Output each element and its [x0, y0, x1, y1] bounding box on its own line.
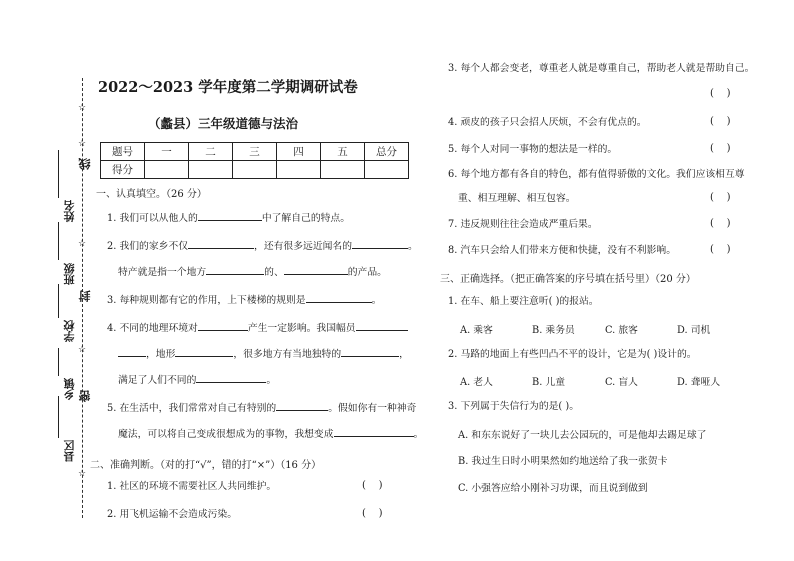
- score-cell[interactable]: [233, 161, 277, 179]
- s3-question-3: 3. 下列属于失信行为的是( )。: [448, 401, 579, 412]
- s3-question-2: 2. 马路的地面上有些凹凸不平的设计，它是为( )设计的。: [448, 349, 697, 360]
- score-cell[interactable]: [321, 161, 365, 179]
- score-cell[interactable]: [277, 161, 321, 179]
- s2-item-1: 1. 社区的环境不需要社区人共同维护。: [107, 481, 277, 492]
- answer-blank[interactable]: [198, 320, 248, 331]
- name-label: 姓名: [63, 200, 76, 222]
- s2-item-6-line2: 重、相互理解、相互包容。: [458, 193, 576, 204]
- answer-paren[interactable]: ( ): [710, 88, 731, 99]
- answer-paren[interactable]: ( ): [362, 480, 383, 491]
- section2-heading: 二、准确判断。（对的打“√”，错的打“×”）（16 分）: [90, 460, 322, 471]
- score-cell[interactable]: [189, 161, 233, 179]
- star-mark: ☆: [78, 469, 87, 479]
- header-cell: 二: [189, 143, 233, 161]
- header-cell: 三: [233, 143, 277, 161]
- s2-item-4: 4. 顽皮的孩子只会招人厌烦，不会有优点的。: [448, 117, 647, 128]
- town-field-line: [58, 348, 59, 376]
- s2-item-3: 3. 每个人都会变老，尊重老人就是尊重自己，帮助老人就是帮助自己。: [448, 63, 755, 74]
- s3-q3-option-b[interactable]: B. 我过生日时小明果然如约地送给了我一张贺卡: [458, 456, 668, 467]
- s2-item-2: 2. 用飞机运输不会造成污染。: [107, 509, 238, 520]
- s3-q2-option-b[interactable]: B. 儿童: [532, 377, 566, 388]
- s3-q3-option-a[interactable]: A. 和东东说好了一块儿去公园玩的，可是他却去踢足球了: [458, 430, 707, 441]
- answer-blank[interactable]: [334, 426, 414, 437]
- answer-blank[interactable]: [198, 210, 262, 221]
- s1-question-3: 3. 每种规则都有它的作用，上下楼梯的规则是 。: [107, 292, 381, 308]
- score-table-score-row: [101, 161, 409, 179]
- s1-question-1: 1. 我们可以从他人的 中了解自己的特点。: [107, 210, 350, 226]
- answer-paren[interactable]: ( ): [710, 218, 731, 229]
- class-label: 班级: [63, 263, 76, 285]
- s1-question-4-line3: 满足了人们不同的 。: [118, 372, 276, 388]
- answer-paren[interactable]: ( ): [710, 143, 731, 154]
- s1-question-4-line2: ，地形 ，很多地方有当地独特的 ，: [118, 346, 409, 362]
- header-cell: 一: [145, 143, 189, 161]
- s3-q2-option-a[interactable]: A. 老人: [460, 377, 493, 388]
- school-label: 学校: [63, 320, 76, 342]
- s2-item-8: 8. 汽车只会给人们带来方便和快捷，没有不利影响。: [448, 245, 676, 256]
- score-cell[interactable]: [365, 161, 409, 179]
- cut-word-line: 线: [78, 158, 92, 170]
- s3-q1-option-d[interactable]: D. 司机: [677, 325, 711, 336]
- s1-question-2: 2. 我们的家乡不仅 ，还有很多远近闻名的 。: [107, 238, 418, 254]
- score-table-header-row: [101, 143, 409, 161]
- exam-subtitle: （蠡县）三年级道德与法治: [148, 116, 299, 131]
- answer-blank[interactable]: [196, 372, 266, 383]
- answer-blank[interactable]: [188, 238, 254, 249]
- section3-heading: 三、正确选择。（把正确答案的序号填在括号里）（20 分）: [440, 274, 696, 285]
- s2-item-5: 5. 每个人对同一事物的想法是一样的。: [448, 144, 618, 155]
- answer-blank[interactable]: [356, 320, 408, 331]
- school-field-line: [58, 284, 59, 318]
- town-label: 乡镇: [63, 378, 76, 400]
- binding-margin: [0, 0, 95, 561]
- s3-question-1: 1. 在车、船上要注意听( )的报站。: [448, 296, 599, 307]
- score-cell[interactable]: [145, 161, 189, 179]
- answer-paren[interactable]: ( ): [710, 244, 731, 255]
- header-cell: 题号: [101, 143, 145, 161]
- answer-blank[interactable]: [206, 264, 264, 275]
- s3-q1-option-a[interactable]: A. 乘客: [460, 325, 493, 336]
- s2-item-7: 7. 违反规则往往会造成严重后果。: [448, 219, 598, 230]
- header-cell: 五: [321, 143, 365, 161]
- answer-blank[interactable]: [341, 346, 399, 357]
- s3-q2-option-c[interactable]: C. 盲人: [605, 377, 638, 388]
- s3-q1-option-b[interactable]: B. 乘务员: [532, 325, 575, 336]
- answer-blank[interactable]: [306, 292, 372, 303]
- score-table: [100, 142, 409, 179]
- s1-question-5-line2: 魔法，可以将自己变成很想成为的事物，我想变成 。: [118, 426, 423, 442]
- s1-question-4: 4. 不同的地理环境对 产生一定影响。我国幅员: [107, 320, 408, 336]
- exam-title: 2022～2023 学年度第二学期调研试卷: [98, 79, 358, 96]
- star-mark: ☆: [78, 139, 87, 149]
- section1-heading: 一、认真填空。（26 分）: [96, 189, 207, 200]
- name-field-line: [58, 150, 59, 198]
- answer-blank[interactable]: [276, 400, 328, 411]
- s3-q2-option-d[interactable]: D. 聋哑人: [677, 377, 721, 388]
- row-label-cell: 得分: [101, 161, 145, 179]
- answer-paren[interactable]: ( ): [710, 116, 731, 127]
- cut-word-secret: 密: [78, 390, 92, 402]
- answer-blank[interactable]: [118, 346, 146, 357]
- answer-paren[interactable]: ( ): [362, 508, 383, 519]
- s2-item-6: 6. 每个地方都有各自的特色，都有值得骄傲的文化。我们应该相互尊: [448, 169, 745, 180]
- star-mark: ☆: [78, 345, 87, 355]
- district-label: 县区: [63, 440, 76, 462]
- star-mark: ☆: [78, 239, 87, 249]
- header-cell: 四: [277, 143, 321, 161]
- class-field-line: [58, 222, 59, 260]
- s3-q1-option-c[interactable]: C. 旅客: [605, 325, 638, 336]
- answer-blank[interactable]: [175, 346, 233, 357]
- answer-blank[interactable]: [284, 264, 348, 275]
- s1-question-2-line2: 特产就是指一个地方 的、 的产品。: [118, 264, 387, 280]
- answer-blank[interactable]: [352, 238, 408, 249]
- district-field-line: [58, 396, 59, 438]
- cut-word-seal: 封: [78, 290, 92, 302]
- s3-q3-option-c[interactable]: C. 小强答应给小刚补习功课，而且说到做到: [458, 483, 648, 494]
- star-mark: ☆: [78, 103, 87, 113]
- header-cell: 总分: [365, 143, 409, 161]
- s1-question-5: 5. 在生活中，我们常常对自己有特别的 。假如你有一种神奇: [107, 400, 416, 416]
- answer-paren[interactable]: ( ): [710, 192, 731, 203]
